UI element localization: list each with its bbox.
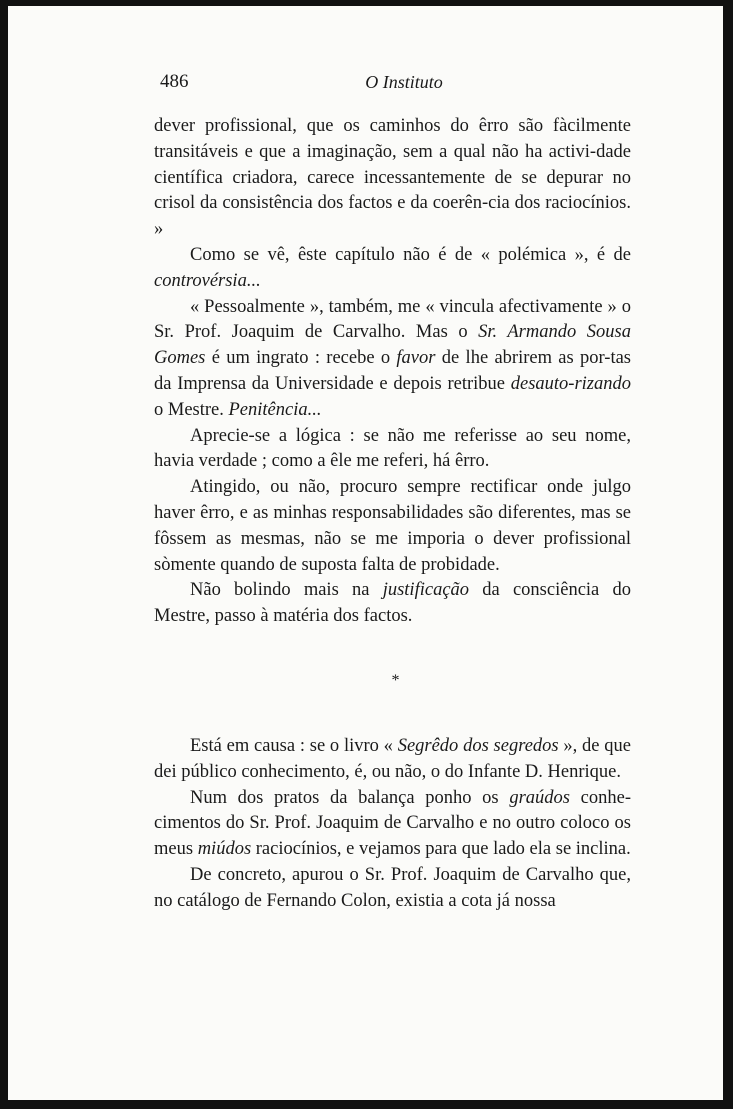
text-run: Aprecie-se a lógica : se não me referisse ao seu nome, havia verdade ; como a êle me referi, há êrro.: [154, 425, 631, 472]
running-title: O Instituto: [365, 72, 443, 92]
text-run: Num dos pratos da balança ponho os: [190, 787, 510, 808]
text-run: dever profissional, que os caminhos do êrro são fàcilmente transitáveis e que a imaginação, sem a qual não ha activi-dade científica criadora, carece incessantemente de se depurar no crisol da consistência dos factos e da coerên-cia dos raciocínios. »: [154, 116, 631, 240]
italic-phrase: controvérsia...: [154, 270, 261, 291]
paragraph: [154, 475, 631, 578]
paragraph: [154, 243, 631, 295]
italic-phrase: desauto-rizando: [510, 373, 631, 394]
text-run: raciocínios, e vejamos para que lado ela se inclina.: [251, 839, 631, 860]
body-text: [154, 114, 631, 915]
text-block-bottom: [154, 734, 631, 915]
text-run: Atingido, ou não, procuro sempre rectificar onde julgo haver êrro, e as minhas responsabilidades são diferentes, mas se fôssem as mesmas, não se me imporia o dever profissional sòmente quando de suposta falta de probidade.: [154, 477, 631, 575]
italic-phrase: graúdos: [509, 787, 570, 808]
text-run: Está em causa : se o livro «: [190, 735, 398, 756]
page-number: 486: [160, 71, 189, 92]
text-run: », de que dei público conhecimento, é, ou não, o do Infante D. Henrique.: [154, 735, 631, 782]
text-run: conhe-cimentos do Sr. Prof. Joaquim de Carvalho e no outro coloco os meus: [154, 787, 631, 860]
paragraph: [154, 424, 631, 476]
text-run: de lhe abrirem as por-tas da Imprensa da Universidade e depois retribue: [154, 348, 631, 394]
text-block-top: [154, 114, 631, 630]
paragraph: [154, 295, 631, 424]
italic-phrase: Sr. Armando Sousa Gomes: [154, 322, 632, 369]
text-run: Como se vê, êste capítulo não é de « polémica », é de: [190, 244, 631, 265]
text-run: da consciência do Mestre, passo à matéria dos factos.: [154, 580, 631, 627]
paragraph: [154, 786, 631, 863]
text-run: De concreto, apurou o Sr. Prof. Joaquim de Carvalho que, no catálogo de Fernando Colon, existia a cota já nossa: [154, 864, 631, 911]
italic-phrase: favor: [396, 348, 436, 369]
italic-phrase: Segrêdo dos segredos: [397, 735, 559, 756]
italic-phrase: miúdos: [197, 839, 252, 860]
text-run: Não bolindo mais na: [190, 580, 383, 601]
italic-phrase: justificação: [382, 580, 470, 601]
text-run: é um ingrato : recebe o: [205, 348, 397, 369]
section-asterisk: *: [391, 671, 400, 689]
page-header: [160, 71, 638, 101]
paragraph: [154, 114, 631, 243]
italic-phrase: Penitência...: [228, 399, 322, 420]
text-run: « Pessoalmente », também, me « vincula afectivamente » o Sr. Prof. Joaquim de Carvalho. Mas o: [154, 296, 631, 343]
section-break: [154, 630, 631, 734]
paragraph: [154, 734, 631, 786]
paragraph: [154, 578, 631, 630]
paragraph: [154, 863, 631, 915]
text-run: o Mestre.: [154, 399, 229, 420]
